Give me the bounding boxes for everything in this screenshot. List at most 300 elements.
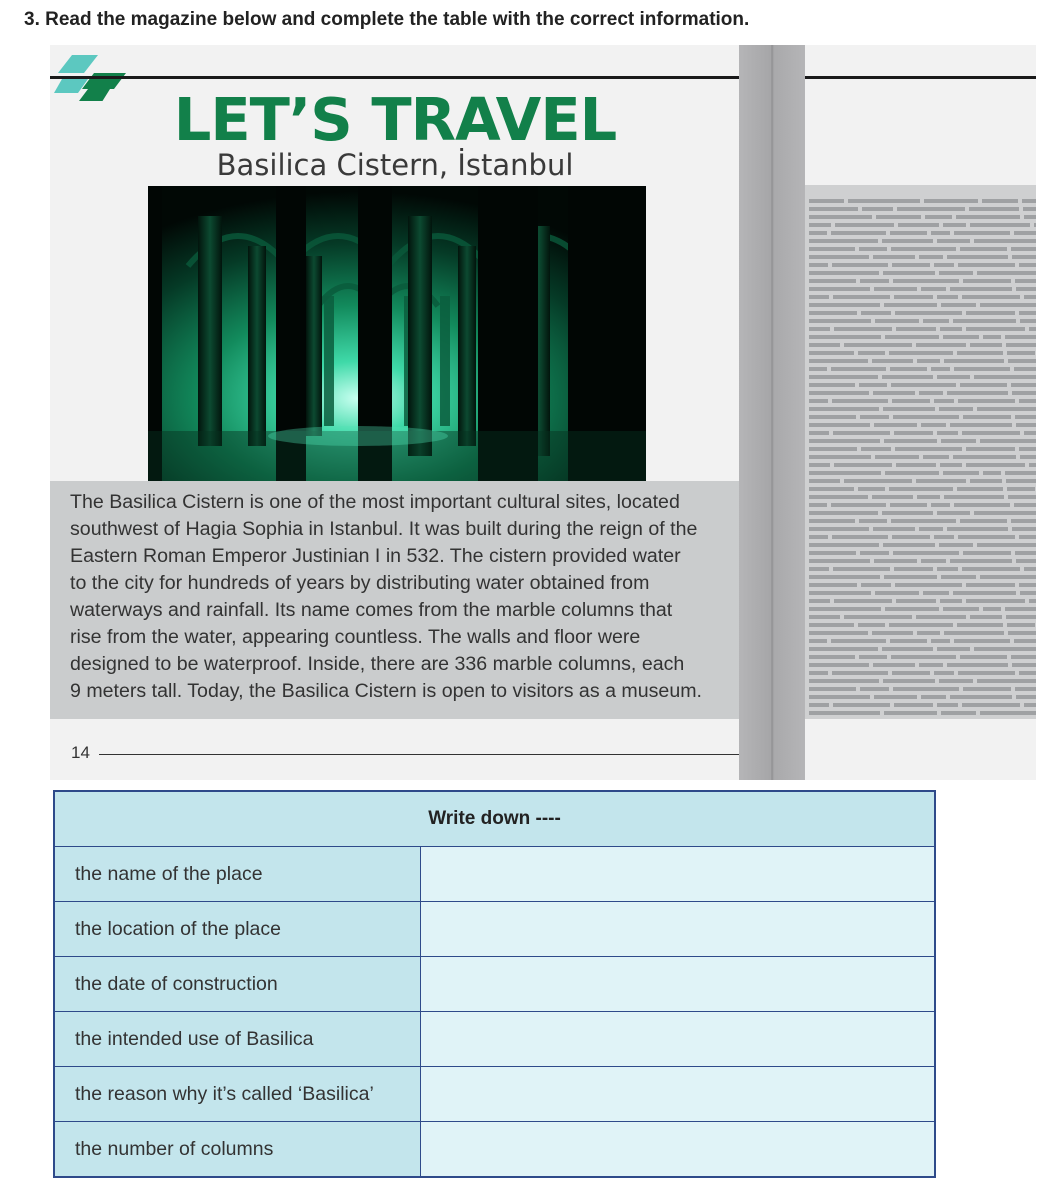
blurred-text-line <box>1024 215 1036 219</box>
article-body <box>70 489 750 705</box>
blurred-text-line <box>894 295 933 299</box>
blurred-text-line <box>809 631 868 635</box>
blurred-text-line <box>875 591 919 595</box>
blurred-text-line <box>883 271 935 275</box>
blurred-text-line <box>873 255 915 259</box>
blurred-text-line <box>884 439 937 443</box>
blurred-text-line <box>980 303 1036 307</box>
blurred-text-line <box>858 351 885 355</box>
blurred-text-line <box>966 447 1015 451</box>
blurred-text-line <box>1019 671 1036 675</box>
blurred-text-line <box>809 711 880 715</box>
table-row <box>54 1067 935 1122</box>
blurred-text-line <box>939 407 973 411</box>
blurred-text-line <box>809 527 869 531</box>
blurred-text-line <box>1020 319 1036 323</box>
blurred-text-line <box>969 207 1019 211</box>
blurred-text-line <box>885 471 939 475</box>
blurred-text-line <box>953 455 1016 459</box>
blurred-text-line <box>939 271 973 275</box>
blurred-text-line <box>895 447 962 451</box>
answer-cell[interactable] <box>421 957 936 1012</box>
blurred-text-line <box>953 591 1016 595</box>
blurred-text-line <box>860 551 889 555</box>
blurred-text-line <box>809 623 854 627</box>
blurred-text-line <box>940 463 962 467</box>
blurred-text-line <box>809 311 857 315</box>
blurred-text-line <box>892 263 930 267</box>
blurred-text-line <box>1014 639 1036 643</box>
blurred-text-line <box>862 207 893 211</box>
blurred-text-line <box>937 511 970 515</box>
blurred-text-line <box>890 503 927 507</box>
blurred-text-line <box>931 231 950 235</box>
blurred-text-line <box>809 335 881 339</box>
blurred-text-line <box>934 671 954 675</box>
blurred-text-line <box>894 567 933 571</box>
blurred-text-line <box>1020 591 1036 595</box>
blurred-text-line <box>896 327 936 331</box>
blurred-text-line <box>919 527 943 531</box>
blurred-text-line <box>1029 599 1036 603</box>
blurred-text-line <box>809 463 830 467</box>
row-label: the name of the place <box>54 847 421 902</box>
blurred-text-line <box>844 343 912 347</box>
blurred-text-line <box>1012 527 1036 531</box>
blurred-text-line <box>873 663 915 667</box>
blurred-text-line <box>957 487 1003 491</box>
blurred-text-line <box>884 303 937 307</box>
blurred-text-line <box>947 527 1008 531</box>
blurred-text-line <box>809 615 840 619</box>
article-line: waterways and rainfall. Its name comes from the marble columns that <box>70 599 673 621</box>
blurred-text-line <box>809 279 856 283</box>
blurred-text-line <box>939 679 973 683</box>
article-subtitle: Basilica Cistern, İstanbul <box>216 148 574 182</box>
blurred-text-line <box>874 559 917 563</box>
blurred-text-line <box>835 223 894 227</box>
blurred-text-line <box>891 655 956 659</box>
blurred-text-line <box>1016 423 1036 427</box>
blurred-text-line <box>954 503 1010 507</box>
blurred-text-line <box>883 543 935 547</box>
blurred-text-line <box>882 375 933 379</box>
blurred-text-line <box>832 671 888 675</box>
blurred-text-line <box>809 207 858 211</box>
blurred-text-line <box>809 199 844 203</box>
blurred-text-line <box>1011 383 1036 387</box>
blurred-text-line <box>943 607 979 611</box>
blurred-text-line <box>934 263 954 267</box>
blurred-text-line <box>809 447 857 451</box>
article-line: 9 meters tall. Today, the Basilica Cistern is open to visitors as a museum. <box>70 680 702 702</box>
blurred-text-line <box>809 567 829 571</box>
blurred-text-line <box>884 575 937 579</box>
blurred-text-line <box>940 599 962 603</box>
blurred-text-line <box>925 215 952 219</box>
blurred-text-line <box>966 599 1025 603</box>
blurred-text-line <box>809 383 855 387</box>
blurred-text-line <box>889 351 953 355</box>
blurred-text-line <box>889 623 953 627</box>
blurred-text-line <box>983 471 1001 475</box>
blurred-text-line <box>859 655 887 659</box>
blurred-text-line <box>809 399 828 403</box>
blurred-text-line <box>891 519 956 523</box>
blurred-text-line <box>1008 495 1036 499</box>
blurred-text-line <box>963 687 1011 691</box>
answer-table <box>53 790 936 1178</box>
blurred-text-line <box>921 559 946 563</box>
header-rule-right <box>805 76 1036 79</box>
blurred-text-line <box>891 383 956 387</box>
blurred-text-line <box>982 199 1018 203</box>
row-label: the location of the place <box>54 902 421 957</box>
blurred-text-line <box>1007 623 1035 627</box>
blurred-text-line <box>892 671 930 675</box>
blurred-text-line <box>977 679 1036 683</box>
blurred-text-line <box>894 431 933 435</box>
blurred-text-line <box>1012 391 1036 395</box>
blurred-text-line <box>977 271 1036 275</box>
blurred-text-line <box>931 367 950 371</box>
blurred-text-line <box>873 391 915 395</box>
blurred-text-line <box>831 639 886 643</box>
blurred-text-line <box>893 687 959 691</box>
blurred-text-line <box>833 567 890 571</box>
blurred-text-line <box>960 383 1007 387</box>
blurred-text-line <box>1024 567 1036 571</box>
blurred-text-line <box>966 463 1025 467</box>
blurred-text-line <box>833 703 890 707</box>
blurred-text-line <box>943 223 966 227</box>
blurred-text-line <box>860 687 889 691</box>
answer-cell[interactable] <box>421 1067 936 1122</box>
blurred-text-line <box>831 231 886 235</box>
article-line: to the city for hundreds of years by distributing water obtained from <box>70 572 650 594</box>
exercise-instruction: 3. Read the magazine below and complete the table with the correct information. <box>24 9 750 30</box>
blurred-text-line <box>980 439 1036 443</box>
blurred-text-line <box>1008 631 1036 635</box>
blurred-text-line <box>859 519 887 523</box>
blurred-text-line <box>980 575 1036 579</box>
blurred-text-line <box>860 415 889 419</box>
blurred-text-line <box>809 239 878 243</box>
blurred-text-line <box>809 231 827 235</box>
blurred-text-line <box>809 431 829 435</box>
blurred-text-line <box>896 599 936 603</box>
blurred-text-line <box>947 663 1008 667</box>
answer-cell[interactable] <box>421 1122 936 1178</box>
blurred-text-line <box>809 391 869 395</box>
blurred-text-line <box>891 247 956 251</box>
blurred-text-line <box>809 679 879 683</box>
blurred-text-line <box>833 431 890 435</box>
row-label: the reason why it’s called ‘Basilica’ <box>54 1067 421 1122</box>
blurred-text-line <box>809 487 854 491</box>
blurred-text-line <box>809 607 881 611</box>
blurred-text-line <box>873 527 915 531</box>
blurred-text-line <box>966 311 1015 315</box>
blurred-text-line <box>960 655 1007 659</box>
blurred-text-line <box>809 351 854 355</box>
blurred-text-line <box>885 335 939 339</box>
blurred-text-line <box>974 375 1036 379</box>
table-row <box>54 1012 935 1067</box>
blurred-text-line <box>941 439 976 443</box>
blurred-text-line <box>809 263 828 267</box>
blurred-text-line <box>884 711 937 715</box>
blurred-text-line <box>917 359 940 363</box>
blurred-text-line <box>958 263 1015 267</box>
blurred-text-line <box>809 287 870 291</box>
blurred-text-line <box>966 583 1015 587</box>
blurred-text-line <box>957 351 1003 355</box>
blurred-text-line <box>809 591 871 595</box>
blurred-text-line <box>1016 695 1036 699</box>
blurred-text-line <box>983 335 1001 339</box>
blurred-text-line <box>962 431 1020 435</box>
blurred-text-line <box>809 319 871 323</box>
row-label: the number of columns <box>54 1122 421 1178</box>
table-row <box>54 847 935 902</box>
blurred-text-line <box>957 623 1003 627</box>
blurred-text-line <box>809 703 829 707</box>
blurred-text-line <box>859 383 887 387</box>
blurred-text-line <box>1011 247 1036 251</box>
blurred-text-line <box>809 367 827 371</box>
blurred-text-line <box>834 327 892 331</box>
blurred-text-line <box>970 615 1002 619</box>
row-label: the intended use of Basilica <box>54 1012 421 1067</box>
blurred-page-text <box>805 185 1036 719</box>
blurred-text-line <box>883 407 935 411</box>
blurred-text-line <box>916 615 966 619</box>
blurred-text-line <box>882 647 933 651</box>
blurred-text-line <box>937 567 958 571</box>
blurred-text-line <box>1006 479 1036 483</box>
blurred-text-line <box>941 303 976 307</box>
blurred-text-line <box>944 495 1004 499</box>
blurred-text-line <box>809 303 880 307</box>
blurred-text-line <box>809 327 830 331</box>
blurred-text-line <box>916 343 966 347</box>
blurred-text-line <box>1016 287 1036 291</box>
blurred-text-line <box>809 455 871 459</box>
blurred-text-line <box>809 687 856 691</box>
page-number: 14 <box>71 743 90 762</box>
blurred-text-line <box>937 703 958 707</box>
header-rule <box>50 76 740 79</box>
blurred-text-line <box>861 447 891 451</box>
blurred-text-line <box>950 695 1012 699</box>
blurred-text-line <box>958 535 1015 539</box>
blurred-text-line <box>1014 231 1036 235</box>
blurred-text-line <box>980 711 1036 715</box>
magazine-page <box>50 45 1036 780</box>
blurred-text-line <box>934 535 954 539</box>
blurred-text-line <box>872 495 913 499</box>
blurred-text-line <box>809 639 827 643</box>
blurred-text-line <box>1008 359 1036 363</box>
blurred-text-line <box>937 647 970 651</box>
blurred-text-line <box>809 471 881 475</box>
blurred-text-line <box>1019 447 1036 451</box>
blurred-text-line <box>1016 559 1036 563</box>
blurred-text-line <box>874 287 917 291</box>
blurred-text-line <box>954 367 1010 371</box>
blurred-text-line <box>1006 343 1036 347</box>
blurred-text-line <box>809 407 879 411</box>
cistern-photo <box>148 186 646 481</box>
blurred-text-line <box>974 647 1036 651</box>
blurred-text-line <box>963 279 1011 283</box>
row-label: the date of construction <box>54 957 421 1012</box>
blurred-text-line <box>890 639 927 643</box>
blurred-text-line <box>1014 367 1036 371</box>
blurred-text-line <box>947 391 1008 395</box>
blurred-text-line <box>963 551 1011 555</box>
blurred-text-line <box>1005 471 1036 475</box>
blurred-text-line <box>960 519 1007 523</box>
blurred-text-line <box>1034 223 1036 227</box>
blurred-text-line <box>962 567 1020 571</box>
blurred-text-line <box>1015 415 1036 419</box>
blurred-text-line <box>831 367 886 371</box>
blurred-text-line <box>950 423 1012 427</box>
blurred-text-line <box>1019 311 1036 315</box>
blurred-text-line <box>1023 207 1036 211</box>
blurred-text-line <box>809 511 878 515</box>
blurred-text-line <box>809 415 856 419</box>
blurred-text-line <box>940 327 962 331</box>
blurred-text-line <box>1024 431 1036 435</box>
footer-rule <box>99 754 740 755</box>
blurred-text-line <box>809 343 840 347</box>
blurred-text-line <box>1005 335 1036 339</box>
blurred-text-line <box>939 543 973 547</box>
blurred-text-line <box>885 607 939 611</box>
blurred-text-line <box>859 247 887 251</box>
blurred-text-line <box>893 279 959 283</box>
blurred-text-line <box>917 631 940 635</box>
answer-cell[interactable] <box>421 902 936 957</box>
blurred-text-line <box>809 295 829 299</box>
blurred-text-line <box>809 551 856 555</box>
blurred-text-line <box>809 439 880 443</box>
blurred-text-line <box>844 479 912 483</box>
blurred-text-line <box>809 375 878 379</box>
blurred-text-line <box>893 415 959 419</box>
blurred-text-line <box>809 575 880 579</box>
blurred-text-line <box>1029 327 1036 331</box>
blurred-text-line <box>834 599 892 603</box>
article-line: Eastern Roman Emperor Justinian I in 532. The cistern provided water <box>70 545 681 567</box>
blurred-text-line <box>921 695 946 699</box>
blurred-text-line <box>937 431 958 435</box>
blurred-text-line <box>809 271 879 275</box>
blurred-text-line <box>861 311 891 315</box>
blurred-text-line <box>944 359 1004 363</box>
blurred-text-line <box>809 559 870 563</box>
blurred-text-line <box>860 279 889 283</box>
blurred-text-line <box>943 471 979 475</box>
blurred-text-line <box>894 703 933 707</box>
blurred-text-line <box>941 575 976 579</box>
blurred-text-line <box>960 247 1007 251</box>
blurred-text-line <box>921 287 946 291</box>
blurred-text-line <box>1029 463 1036 467</box>
blurred-text-line <box>974 511 1036 515</box>
blurred-text-line <box>809 423 870 427</box>
blurred-text-line <box>882 511 933 515</box>
blurred-text-line <box>890 367 927 371</box>
blurred-text-line <box>1020 455 1036 459</box>
blurred-text-line <box>809 543 879 547</box>
blurred-text-line <box>861 583 891 587</box>
blurred-text-line <box>809 647 878 651</box>
blurred-text-line <box>1012 663 1036 667</box>
blurred-text-line <box>916 479 966 483</box>
blurred-text-line <box>1019 263 1036 267</box>
blurred-text-line <box>895 583 962 587</box>
blurred-text-line <box>898 223 939 227</box>
blurred-text-line <box>896 463 936 467</box>
blurred-text-line <box>1006 615 1036 619</box>
blurred-text-line <box>1024 703 1036 707</box>
blurred-text-line <box>889 487 953 491</box>
blurred-text-line <box>809 223 831 227</box>
blurred-text-line <box>1015 279 1036 283</box>
blurred-text-line <box>875 319 919 323</box>
blurred-text-line <box>809 519 855 523</box>
blurred-text-line <box>1022 199 1036 203</box>
blurred-text-line <box>921 423 946 427</box>
blurred-text-line <box>923 455 949 459</box>
blurred-text-line <box>832 535 888 539</box>
blurred-text-line <box>809 495 868 499</box>
blurred-text-line <box>895 311 962 315</box>
blurred-text-line <box>892 535 930 539</box>
blurred-text-line <box>809 479 840 483</box>
blurred-text-line <box>977 407 1036 411</box>
blurred-text-line <box>937 375 970 379</box>
blurred-text-line <box>809 599 830 603</box>
blurred-text-line <box>947 255 1008 259</box>
blurred-text-line <box>858 623 885 627</box>
blurred-text-line <box>1011 655 1036 659</box>
answer-cell[interactable] <box>421 1012 936 1067</box>
blurred-text-line <box>970 479 1002 483</box>
blurred-text-line <box>923 591 949 595</box>
blurred-text-line <box>970 223 1030 227</box>
answer-cell[interactable] <box>421 847 936 902</box>
blurred-text-line <box>809 655 855 659</box>
blurred-text-line <box>831 503 886 507</box>
blurred-text-line <box>1015 687 1036 691</box>
blurred-text-line <box>1019 535 1036 539</box>
blurred-text-line <box>809 695 870 699</box>
blurred-text-line <box>944 631 1004 635</box>
table-header: Write down ---- <box>54 791 935 847</box>
blurred-text-line <box>809 535 828 539</box>
blurred-text-line <box>858 487 885 491</box>
blurred-text-line <box>882 239 933 243</box>
blurred-text-line <box>832 263 888 267</box>
article-line: designed to be waterproof. Inside, there are 336 marble columns, each <box>70 653 685 675</box>
blurred-text-line <box>919 663 943 667</box>
blurred-text-line <box>1012 255 1036 259</box>
